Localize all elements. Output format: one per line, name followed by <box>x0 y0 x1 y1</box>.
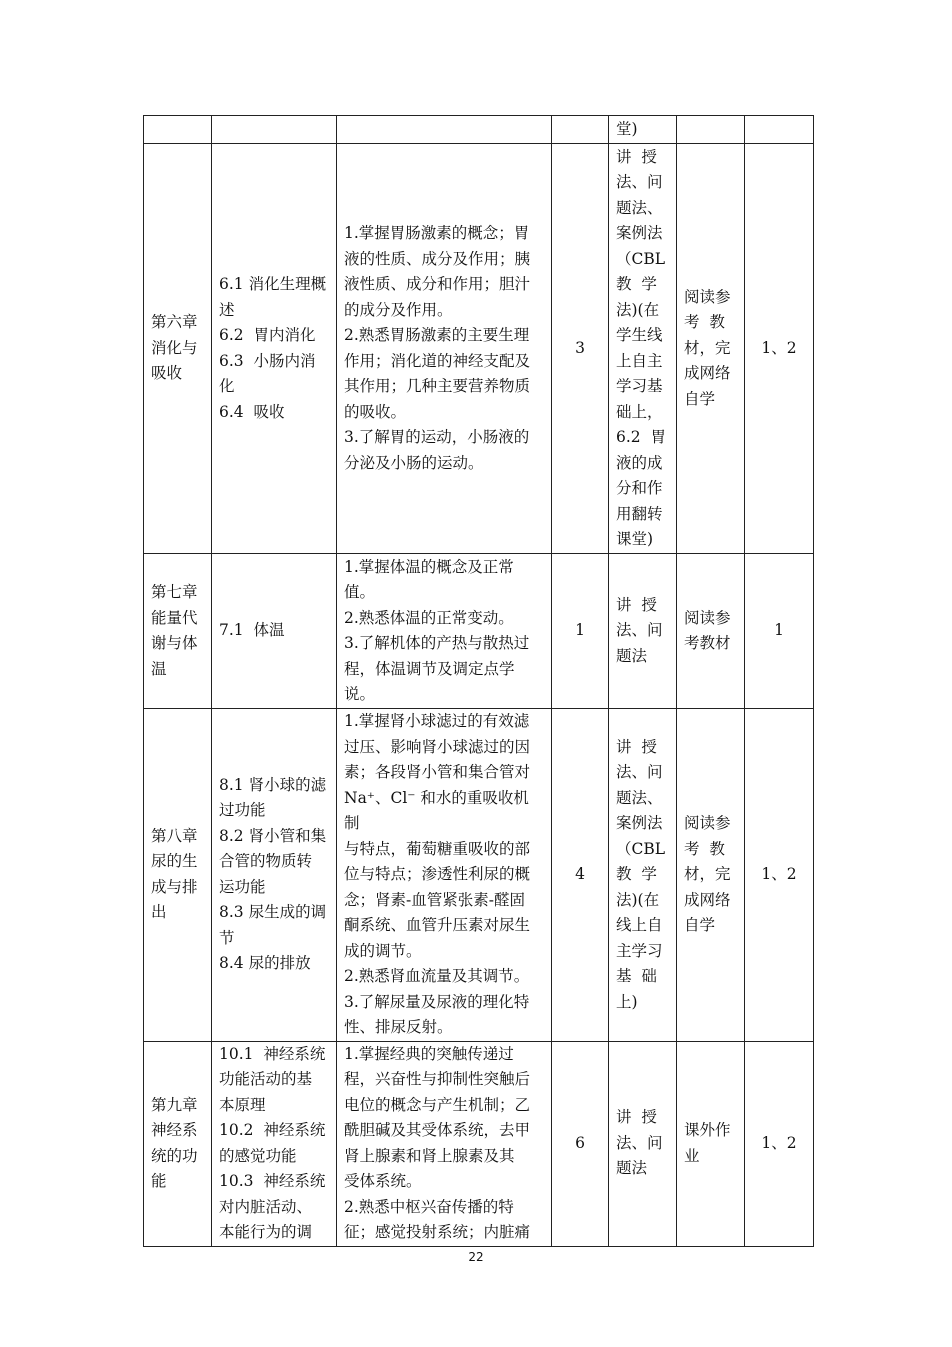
cell-assignment-line: 自学 <box>684 916 716 934</box>
cell-goals <box>745 116 814 144</box>
cell-methods-line: 法)(在 <box>616 890 660 909</box>
cell-methods: 堂) <box>609 116 677 144</box>
cell-methods <box>609 1041 677 1246</box>
cell-chapter <box>144 554 212 709</box>
cell-objectives-line: 程，体温调节及调定点学 <box>344 659 515 678</box>
cell-sections-line: 本能行为的调 <box>219 1223 313 1241</box>
table-row-chapter-9 <box>144 1041 814 1246</box>
cell-chapter-line: 第八章 <box>151 826 198 845</box>
cell-methods-line: 题法、 <box>616 198 663 217</box>
cell-methods-line: 主学习 <box>616 941 663 960</box>
cell-hours <box>552 1041 609 1246</box>
cell-methods-line: 案例法 <box>616 224 663 242</box>
cell-sections-line: 7.1 体温 <box>219 621 285 640</box>
cell-hours <box>552 709 609 1042</box>
cell-objectives-line: 1.掌握肾小球滤过的有效滤 <box>344 712 530 730</box>
cell-methods-line: 讲 授 <box>616 595 657 614</box>
cell-objectives-line: 酰胆碱及其受体系统，去甲 <box>344 1121 531 1139</box>
cell-objectives-line: 受体系统。 <box>344 1172 422 1190</box>
cell-goals <box>745 709 814 1042</box>
cell-assignment-line: 材，完 <box>684 865 731 883</box>
cell-chapter-line: 能量代 <box>151 608 198 627</box>
cell-objectives <box>337 554 552 709</box>
cell-objectives-line: 1.掌握经典的突触传递过 <box>344 1044 514 1063</box>
cell-sections-line: 10.3 神经系统 <box>219 1172 326 1190</box>
cell-assignment-line: 阅读参 <box>684 608 731 627</box>
cell-objectives-line: 过压、影响肾小球滤过的因 <box>344 737 531 756</box>
cell-assignment-line: 考教材 <box>684 634 731 652</box>
cell-objectives-line: 3.了解尿量及尿液的理化特 <box>344 992 530 1011</box>
cell-objectives-line: 电位的概念与产生机制；乙 <box>344 1095 531 1114</box>
cell-assignment-line: 课外作 <box>684 1121 731 1139</box>
cell-goals-value: 1 <box>774 621 784 640</box>
cell-sections-line: 述 <box>219 300 235 319</box>
cell-chapter-line: 能 <box>151 1172 167 1190</box>
cell-methods-line: 法、问 <box>616 173 663 191</box>
cell-assignment-line: 自学 <box>684 389 716 408</box>
cell-chapter <box>144 709 212 1042</box>
cell-hours-value: 1 <box>575 621 585 640</box>
cell-methods-line: （CBL <box>616 249 666 268</box>
cell-goals-value: 1、2 <box>761 338 797 357</box>
table-row-continuation <box>144 116 814 144</box>
cell-assignment <box>677 554 745 709</box>
cell-chapter-line: 吸收 <box>151 364 183 383</box>
cell-methods-line: 教 学 <box>616 865 657 883</box>
cell-objectives-line: Na⁺、Cl⁻ 和水的重吸收机制 <box>344 788 529 832</box>
cell-methods <box>609 554 677 709</box>
cell-objectives-line: 的成分及作用。 <box>344 300 453 319</box>
cell-goals-value: 1、2 <box>761 865 797 883</box>
cell-sections-line: 节 <box>219 928 235 947</box>
syllabus-table <box>143 115 814 1247</box>
cell-objectives-line: 分泌及小肠的运动。 <box>344 453 484 472</box>
cell-assignment-line: 阅读参 <box>684 814 731 832</box>
cell-assignment <box>677 144 745 554</box>
cell-objectives-line: 程，兴奋性与抑制性突触后 <box>344 1070 531 1088</box>
cell-hours-value: 3 <box>575 338 585 357</box>
cell-methods-line: 上) <box>616 992 638 1011</box>
cell-sections-line: 10.1 神经系统 <box>219 1044 326 1063</box>
cell-goals <box>745 144 814 554</box>
cell-assignment-line: 材，完 <box>684 338 731 357</box>
cell-objectives-line: 说。 <box>344 685 376 703</box>
cell-methods-line: 案例法 <box>616 814 663 832</box>
cell-hours-value: 6 <box>575 1133 585 1152</box>
cell-hours <box>552 554 609 709</box>
cell-methods-line: 6.2 胃 <box>616 428 667 446</box>
cell-objectives-line: 念；肾素-血管紧张素-醛固 <box>344 890 525 909</box>
cell-methods-line: 法、问 <box>616 763 663 781</box>
cell-assignment <box>677 709 745 1042</box>
cell-objectives-line: 3.了解机体的产热与散热过 <box>344 634 530 652</box>
cell-methods-line: 法、问 <box>616 1133 663 1152</box>
cell-objectives-line: 液的性质、成分及作用；胰 <box>344 249 531 268</box>
cell-sections-line: 的感觉功能 <box>219 1146 297 1165</box>
cell-hours <box>552 116 609 144</box>
cell-methods-line: 题法 <box>616 646 648 665</box>
cell-sections <box>212 554 337 709</box>
cell-objectives-line: 3.了解胃的运动，小肠液的 <box>344 428 530 446</box>
cell-methods-line: 液的成 <box>616 453 663 472</box>
cell-chapter-line: 谢与体 <box>151 634 198 652</box>
cell-objectives-line: 位与特点；渗透性利尿的概 <box>344 865 531 883</box>
cell-objectives <box>337 709 552 1042</box>
cell-chapter-line: 第六章 <box>151 313 198 332</box>
cell-assignment <box>677 1041 745 1246</box>
cell-sections-line: 运功能 <box>219 877 266 896</box>
cell-methods-line: 教 学 <box>616 275 657 293</box>
cell-sections <box>212 1041 337 1246</box>
cell-objectives-line: 作用；消化道的神经支配及 <box>344 351 531 370</box>
cell-sections-line: 6.2 胃内消化 <box>219 326 316 344</box>
cell-assignment-line: 成网络 <box>684 890 731 909</box>
cell-sections-line: 10.2 神经系统 <box>219 1121 326 1139</box>
cell-chapter-line: 神经系 <box>151 1121 198 1139</box>
cell-methods-line: 讲 授 <box>616 737 657 756</box>
cell-objectives-line: 1.掌握体温的概念及正常 <box>344 557 514 576</box>
cell-assignment-line: 成网络 <box>684 364 731 383</box>
cell-sections-line: 过功能 <box>219 801 266 820</box>
cell-sections-line: 8.3 尿生成的调 <box>219 903 327 922</box>
table-row-chapter-6 <box>144 144 814 554</box>
cell-objectives-line: 的吸收。 <box>344 402 407 421</box>
cell-objectives-line: 征；感觉投射系统；内脏痛 <box>344 1223 531 1241</box>
cell-chapter-line: 尿的生 <box>151 852 198 871</box>
cell-methods-line: 学生线 <box>616 326 663 344</box>
cell-methods <box>609 709 677 1042</box>
cell-sections-line: 6.4 吸收 <box>219 402 285 421</box>
cell-chapter-line: 消化与 <box>151 338 198 357</box>
cell-assignment-line: 考 教 <box>684 313 725 332</box>
cell-sections-line: 合管的物质转 <box>219 852 313 871</box>
cell-chapter-line: 第七章 <box>151 583 198 601</box>
cell-sections-line: 8.4 尿的排放 <box>219 954 311 973</box>
cell-sections-line: 本原理 <box>219 1095 266 1114</box>
cell-objectives-line: 性、排尿反射。 <box>344 1018 453 1036</box>
cell-chapter <box>144 1041 212 1246</box>
cell-goals <box>745 554 814 709</box>
cell-objectives-line: 其作用；几种主要营养物质 <box>344 377 531 395</box>
cell-sections <box>212 709 337 1042</box>
cell-assignment-line: 考 教 <box>684 839 725 858</box>
cell-objectives-line: 2.熟悉中枢兴奋传播的特 <box>344 1197 514 1216</box>
cell-chapter-line: 出 <box>151 903 167 922</box>
cell-sections-line: 8.1 肾小球的滤 <box>219 775 327 794</box>
cell-methods-line: 讲 授 <box>616 1108 657 1127</box>
cell-methods-line: （CBL <box>616 839 666 858</box>
cell-objectives <box>337 144 552 554</box>
cell-chapter <box>144 144 212 554</box>
cell-chapter-line: 成与排 <box>151 877 198 896</box>
cell-objectives-line: 1.掌握胃肠激素的概念；胃 <box>344 224 530 242</box>
cell-objectives-line: 液性质、成分和作用；胆汁 <box>344 275 531 293</box>
cell-methods-line: 法)(在 <box>616 300 660 319</box>
cell-chapter-line: 统的功 <box>151 1146 198 1165</box>
cell-sections-line: 6.1 消化生理概 <box>219 275 327 293</box>
cell-objectives <box>337 1041 552 1246</box>
cell-methods-line: 学习基 <box>616 377 663 395</box>
cell-methods-line: 法、问 <box>616 621 663 640</box>
cell-objectives-line: 与特点，葡萄糖重吸收的部 <box>344 839 531 858</box>
cell-methods-line: 上自主 <box>616 351 663 370</box>
cell-sections-line: 6.3 小肠内消 <box>219 351 316 370</box>
cell-methods-line: 用翻转 <box>616 504 663 523</box>
cell-sections <box>212 116 337 144</box>
cell-sections <box>212 144 337 554</box>
cell-assignment-line: 阅读参 <box>684 287 731 306</box>
cell-objectives-line: 2.熟悉胃肠激素的主要生理 <box>344 326 530 344</box>
cell-hours <box>552 144 609 554</box>
cell-sections-line: 化 <box>219 377 235 395</box>
cell-assignment-line: 业 <box>684 1146 700 1165</box>
cell-chapter-line: 第九章 <box>151 1095 198 1114</box>
cell-chapter-line: 温 <box>151 659 167 678</box>
cell-sections-line: 功能活动的基 <box>219 1070 313 1088</box>
cell-methods-line: 讲 授 <box>616 147 657 166</box>
cell-methods-line: 线上自 <box>616 916 663 934</box>
cell-objectives <box>337 116 552 144</box>
cell-objectives-line: 2.熟悉体温的正常变动。 <box>344 608 514 627</box>
cell-methods-line: 础上， <box>616 402 663 421</box>
table-row-chapter-7 <box>144 554 814 709</box>
cell-chapter <box>144 116 212 144</box>
cell-sections-line: 8.2 肾小管和集 <box>219 826 327 845</box>
cell-methods <box>609 144 677 554</box>
cell-objectives-line: 素；各段肾小管和集合管对 <box>344 763 531 781</box>
cell-methods-line: 课堂) <box>616 530 654 548</box>
cell-objectives-line: 酮系统、血管升压素对尿生 <box>344 916 531 934</box>
cell-goals-value: 1、2 <box>761 1133 797 1152</box>
cell-assignment <box>677 116 745 144</box>
cell-methods-line: 题法、 <box>616 788 663 807</box>
cell-objectives-line: 2.熟悉肾血流量及其调节。 <box>344 967 530 985</box>
cell-sections-line: 对内脏活动、 <box>219 1197 313 1216</box>
cell-objectives-line: 成的调节。 <box>344 941 422 960</box>
cell-methods-line: 分和作 <box>616 479 663 497</box>
page-number: 22 <box>468 1250 484 1264</box>
cell-hours-value: 4 <box>575 865 585 883</box>
cell-goals <box>745 1041 814 1246</box>
table-row-chapter-8 <box>144 709 814 1042</box>
cell-methods-line: 题法 <box>616 1159 648 1178</box>
cell-objectives-line: 肾上腺素和肾上腺素及其 <box>344 1146 515 1165</box>
cell-objectives-line: 值。 <box>344 583 376 601</box>
cell-methods-line: 基 础 <box>616 967 657 985</box>
